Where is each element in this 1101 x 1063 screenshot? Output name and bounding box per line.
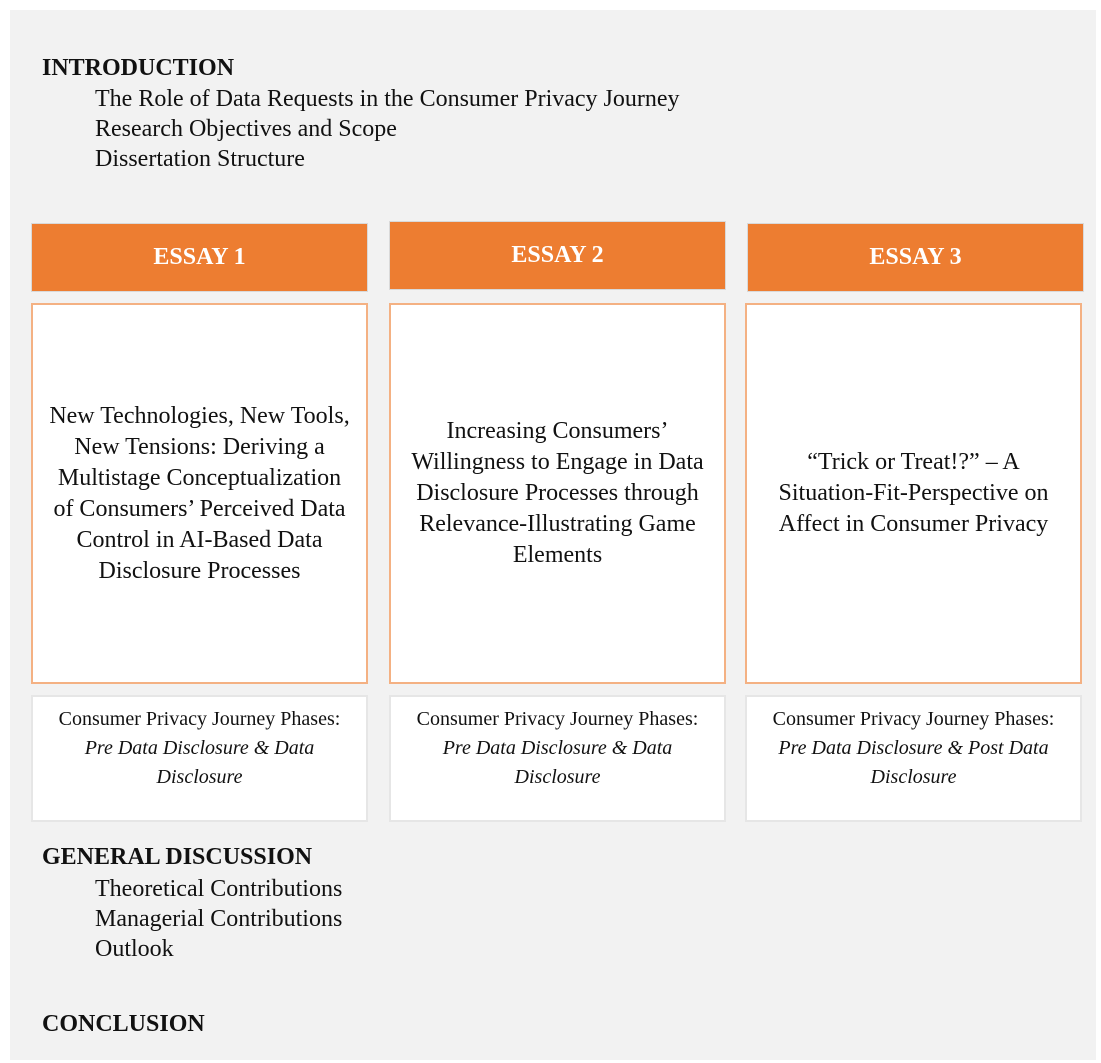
essay-1-phases-value: Pre Data Disclosure & Data Disclosure xyxy=(84,737,315,788)
essay-2-phases-value: Pre Data Disclosure & Data Disclosure xyxy=(442,737,673,788)
essay-2-phases-label: Consumer Privacy Journey Phases: xyxy=(416,708,699,730)
general-discussion-item: Managerial Contributions xyxy=(95,906,343,932)
introduction-item: Research Objectives and Scope xyxy=(95,116,397,142)
essay-1-phases-box xyxy=(31,695,368,822)
general-discussion-list xyxy=(95,874,342,964)
essay-1-title: New Technologies, New Tools, New Tensions: Deriving a Multistage Conceptualization of Consumers’ Perceived Data Control in AI-Based Data Disclosure Processes xyxy=(49,402,350,584)
essay-1-phases-label: Consumer Privacy Journey Phases: xyxy=(58,708,341,730)
essay-3-title-box xyxy=(745,303,1082,684)
introduction-item: The Role of Data Requests in the Consumer Privacy Journey xyxy=(95,86,680,112)
essay-2-phases-box xyxy=(389,695,726,822)
introduction-heading: INTRODUCTION xyxy=(42,55,235,81)
essay-2-title-box xyxy=(389,303,726,684)
introduction-list xyxy=(95,84,680,174)
introduction-item: Dissertation Structure xyxy=(95,146,305,172)
conclusion-heading: CONCLUSION xyxy=(42,1011,205,1037)
essay-1-title-box xyxy=(31,303,368,684)
essay-3-header: ESSAY 3 xyxy=(747,223,1084,292)
essay-3-title: “Trick or Treat!?” – A Situation-Fit-Perspective on Affect in Consumer Privacy xyxy=(778,449,1049,537)
essay-3-phases-label: Consumer Privacy Journey Phases: xyxy=(772,708,1055,730)
general-discussion-item: Theoretical Contributions xyxy=(95,876,343,902)
essay-3-phases-box xyxy=(745,695,1082,822)
essay-1-header: ESSAY 1 xyxy=(31,223,368,292)
essay-2-title: Increasing Consumers’ Willingness to Engage in Data Disclosure Processes through Relevance-Illustrating Game Elements xyxy=(411,418,704,568)
essay-2-header: ESSAY 2 xyxy=(389,221,726,290)
general-discussion-item: Outlook xyxy=(95,936,174,962)
essay-3-phases-value: Pre Data Disclosure & Post Data Disclosure xyxy=(778,737,1049,788)
general-discussion-heading: GENERAL DISCUSSION xyxy=(42,844,313,870)
